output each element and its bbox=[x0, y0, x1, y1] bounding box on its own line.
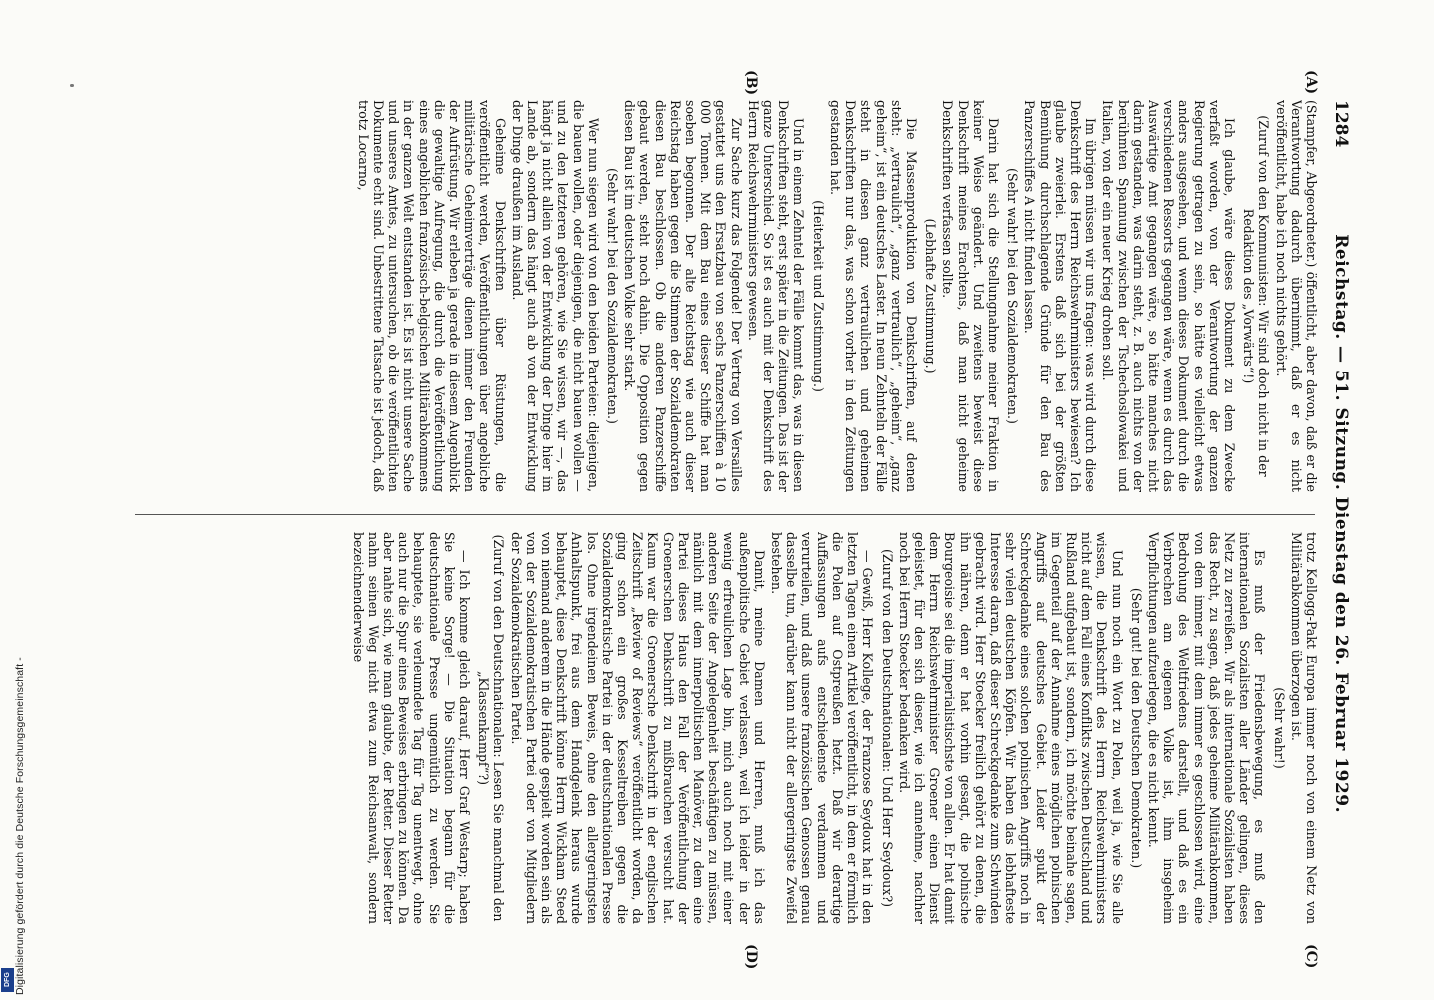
paragraph: Damit, meine Damen und Herren, muß ich das außenpolitische Gebiet verlassen, weil ich leider in der wenig erfreulichen Lage bin, mich auch noch mit einer anderen Seite der Angelegenheit beschäftigen zu müssen, nämlich mit dem innerpolitischen Manöver, zu dem eine Partei dieses Haus den Fall der Veröffentlichung der Groenerschen Denkschrift zu mißbrauchen versucht hat. Kaum war die Groenersche Denkschrift in der englischen Zeitschrift „Review of Reviews“ veröffentlicht worden, da ging schon ein großes Kesseltreiben gegen die Sozialdemokratische Partei in der deutschnationalen Presse los. Ohne irgendeinen Beweis, ohne den allergeringsten Anhaltspunkt, frei aus dem Handgelenk heraus wurde behauptet, diese Denkschrift könne Herrn Wickham Steed von niemand anderem in die Hände gespielt worden sein als von der Sozialdemokratischen Partei oder von Mitgliedern der Sozialdemokratischen Partei. bbox=[508, 532, 767, 924]
paragraph: trotz Kellogg-Pakt Europa immer noch von einem Netz von Militärabkommen überzogen ist. bbox=[1288, 532, 1319, 924]
interjection: (Heiterkeit und Zustimmung.) bbox=[810, 200, 826, 392]
digitization-sidebar bbox=[0, 0, 26, 1000]
interjection: (Sehr wahr!) bbox=[1271, 687, 1287, 769]
interjection: (Sehr wahr! bei den Sozialdemokraten.) bbox=[605, 168, 621, 424]
interjection: (Lebhafte Zustimmung.) bbox=[923, 218, 939, 374]
margin-mark-b: (B) bbox=[743, 70, 759, 96]
interjection: (Zuruf von den Kommunisten: Wir sind doch nicht in der Redaktion des „Vorwärts“!) bbox=[1241, 115, 1272, 477]
interjection: (Zuruf von den Deutschnationalen: Lesen Sie manchmal den „Klassenkampf“?) bbox=[476, 534, 507, 922]
interjection: (Sehr gut! bei den Deutschen Demokraten.) bbox=[1128, 587, 1144, 869]
paragraph: — Gewiß, Herr Kollege, der Franzose Seydoux hat in den letzten Tagen einen Artikel veröffentlicht, in dem er förmlich die Polen auf Ostpreußen hetzt. Daß wir derartige Auffassungen aufs entschiedenste verdammen und verurteilen, und daß unsere französischen Genossen genau dasselbe tun, darüber kann nicht der allergeringste Zweifel bestehen. bbox=[769, 532, 876, 924]
left-column bbox=[119, 100, 1319, 492]
funding-credit: Digitalisierung gefördert durch die Deutsche Forschungsgemeinschaft - bbox=[14, 657, 26, 995]
column-divider bbox=[135, 514, 1315, 515]
paragraph: Im übrigen müssen wir uns fragen: was wird durch diese Denkschrift des Herrn Reichswehrministers bewiesen? Ich glaube zweierlei. Erstens daß sich bei der größten Bemühung durchschlagende Gründe für den Bau des Panzerschiffes A nicht finden lassen. bbox=[1022, 100, 1099, 492]
paragraph: Wer nun siegen wird von den beiden Parteien: diejenigen, die bauen wollen, oder diejenigen, die nicht bauen wollen — und zu den letzteren gehören, wie Sie wissen, wir —, das hängt ja nicht allein von der Entwicklung der Dinge hier im Lande ab, sondern das hängt auch ab von der Entwicklung der Dinge draußen im Ausland. bbox=[509, 100, 601, 492]
text-columns bbox=[119, 70, 1319, 970]
paragraph: Die Massenproduktion von Denkschriften, auf denen steht: „vertraulich“, „ganz vertraulich“, „geheim“, „ganz geheim“, ist ein deutsches Laster. In neun Zehnteln der Fälle steht in diesen ganz vertraulichen und geheimen Denkschriften nur das, was schon vorher in den Zeitungen gestanden hat. bbox=[827, 100, 919, 492]
scan-speck bbox=[70, 84, 74, 87]
page-number: 1284 bbox=[1331, 100, 1351, 148]
margin-mark-a: (A) bbox=[1303, 70, 1319, 95]
dfg-logo: DFG bbox=[1, 968, 14, 992]
interjection: (Zuruf von den Deutschnationalen: Und Herr Seydoux?) bbox=[879, 548, 895, 908]
paragraph: Und in einem Zehntel der Fälle kommt das, was in diesen Denkschriften steht, erst später in die Zeitungen. Das ist der ganze Unterschied. So ist es auch mit der Denkschrift des Herrn Reichswehrministers gewesen. bbox=[745, 100, 807, 492]
margin-mark-c: (C) bbox=[1303, 944, 1319, 969]
paragraph: Ich glaube, wäre dieses Dokument zu dem Zwecke verfaßt worden, von der Verantwortung der ganzen Regierung getragen zu sein, so hätte es vielleicht etwas anders ausgesehen, und wenn dieses Dokument durch die verschiedenen Ressorts gegangen wäre, wenn es durch das Auswärtige Amt gegangen wäre, so hätte manches nicht darin gestanden, was darin steht, z. B. auch nichts von der berühmten Spannung zwischen der Tschechoslowakei und Italien, von der ein neuer Krieg drohen soll. bbox=[1100, 100, 1237, 492]
paragraph: Es muß der Friedensbewegung, es muß den internationalen Sozialisten aller Länder gelingen, dieses Netz zu zerreißen. Wir als internationale Sozialisten haben das Recht, zu sagen, daß jedes geheime Militärabkommen, von dem immer, mit dem immer es geschlossen wird, eine Bedrohung des Weltfriedens darstellt, und daß es ein Verbrechen am eigenen Volke ist, ihm insgeheim Verpflichtungen aufzuerlegen, die es nicht kennt. bbox=[1145, 532, 1268, 924]
paragraph: Geheime Denkschriften über Rüstungen, die veröffentlicht werden, Veröffentlichungen über angebliche militärische Geheimverträge dienen immer den Freunden der Aufrüstung. Wir erleben ja gerade in diesem Augenblick die gewaltige Aufregung, die durch die Veröffentlichung eines angeblichen französisch-belgischen Militärabkommens in der ganzen Welt entstanden ist. Es ist nicht unsere Sache und unseres Amtes, zu untersuchen, ob die veröffentlichten Dokumente echt sind. Unbestrittene Tatsache ist jedoch, daß trotz Locarno, bbox=[355, 100, 508, 492]
paragraph: Zur Sache kurz das Folgende! Der Vertrag von Versailles gestattet uns den Ersatzbau von sechs Panzerschiffen à 10 000 Tonnen. Mit dem Bau eines dieser Schiffe hat man soeben begonnen. Der alte Reichstag wie auch dieser Reichstag haben gegen die Stimmen der Sozialdemokraten diesen Bau beschlossen. Ob die anderen Panzerschiffe gebaut werden, steht noch dahin. Die Opposition gegen diesen Bau ist im deutschen Volke sehr stark. bbox=[622, 100, 744, 492]
paragraph: Und nun noch ein Wort zu Polen, weil ja, wie Sie alle wissen, die Denkschrift des Herrn Reichswehrministers nicht auf dem Fall eines Konflikts zwischen Deutschland und Rußland aufgebaut ist, sondern, ich möchte beinahe sagen, im Gegenteil auf der Annahme eines möglichen polnischen Angriffs auf deutsches Gebiet. Leider spukt der Schreckgedanke eines solchen polnischen Angriffs noch in sehr vielen deutschen Köpfen. Wir haben das lebhafteste Interesse daran, daß dieser Schreckgedanke zum Schwinden gebracht wird. Herr Stoecker freilich gehört zu denen, die ihn nähren, denn er hat vorhin gesagt, die polnische Bourgeoisie sei die imperialistischste von allen. Er hat damit dem Herrn Reichswehrminister Groener einen Dienst geleistet, für den sich dieser, wie ich annehme, nachher noch bei Herrn Stoecker bedanken wird. bbox=[896, 532, 1125, 924]
paragraph: — Ich komme gleich darauf, Herr Graf Westarp; haben Sie keine Sorge! — Die Situation begann für die deutschnationale Presse ungemütlich zu werden. Sie behauptete, sie verleumdete Tag für Tag unentwegt, ohne auch nur die Spur eines Beweises erbringen zu können. Da aber nahte sich, wie man glaubte, der Retter. Dieser Retter nahm seinen Weg nicht etwa zum Reichsanwalt, sondern bezeichnenderweise bbox=[350, 532, 473, 924]
page-title: Reichstag. — 51. Sitzung. Dienstag den 26. Februar 1929. bbox=[1331, 234, 1351, 814]
page-header bbox=[1327, 100, 1355, 940]
margin-mark-d: (D) bbox=[743, 944, 759, 970]
paragraph: Darin hat sich die Stellungnahme meiner Fraktion in keiner Weise geändert. Und zweitens beweist diese Denkschrift meines Erachtens, daß man nicht geheime Denkschriften verfassen sollte. bbox=[940, 100, 1001, 492]
right-column bbox=[119, 532, 1319, 924]
paragraph: (Stampfer, Abgeordneter.) öffentlicht, aber davon, daß er die Verantwortung dadurch übernimmt, daß er es nicht veröffentlicht, habe ich noch nichts gehört. bbox=[1273, 100, 1319, 492]
rotated-page bbox=[115, 70, 1355, 970]
interjection: (Sehr wahr! bei den Sozialdemokraten.) bbox=[1005, 168, 1021, 424]
